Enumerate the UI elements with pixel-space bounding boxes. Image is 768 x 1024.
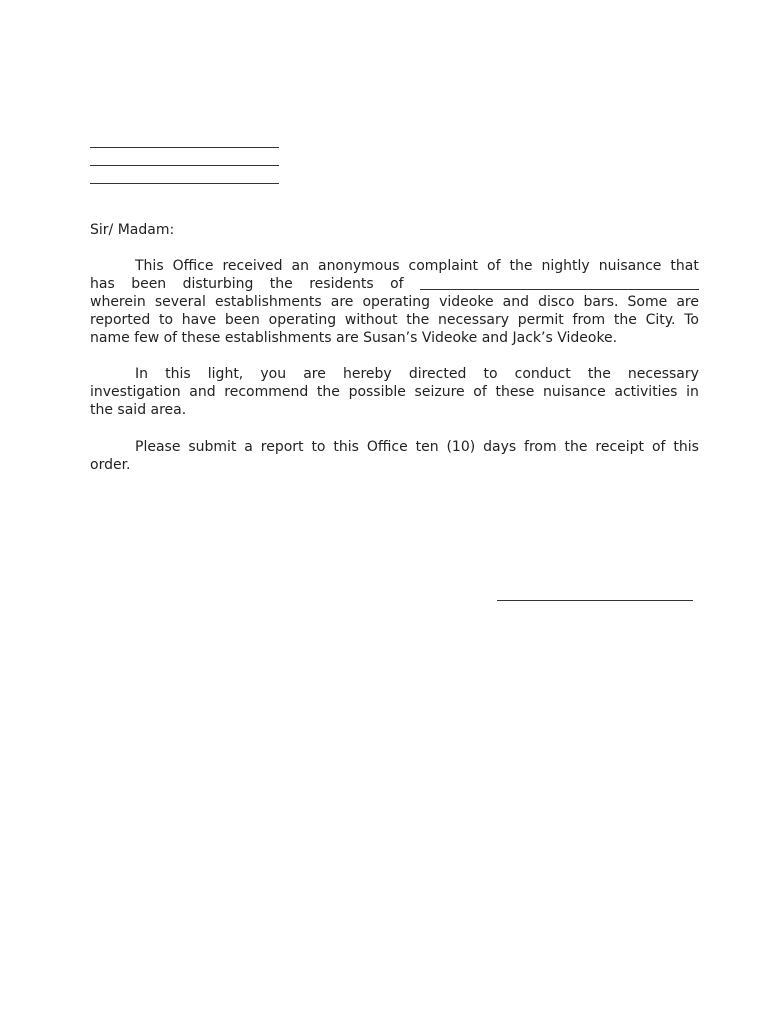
- word: from: [572, 312, 606, 328]
- word: of: [487, 258, 501, 274]
- word: have: [181, 312, 217, 328]
- word: operating: [362, 294, 431, 310]
- word: possible: [348, 384, 406, 400]
- word: (10): [446, 439, 476, 455]
- word: this: [673, 439, 699, 455]
- word: activities: [614, 384, 678, 400]
- word: are: [330, 294, 354, 310]
- word: a: [244, 439, 253, 455]
- word: the: [564, 439, 588, 455]
- paragraph-2: [90, 365, 699, 419]
- word: the: [316, 384, 340, 400]
- word: of: [390, 276, 404, 292]
- word: been: [224, 312, 260, 328]
- word: disco: [538, 294, 575, 310]
- word: report: [260, 439, 304, 455]
- word: directed: [408, 366, 467, 382]
- word: are: [303, 366, 326, 382]
- paragraph-1: [90, 257, 699, 347]
- word: to: [311, 439, 326, 455]
- paragraph-3: [90, 438, 699, 474]
- word: disturbing: [182, 276, 254, 292]
- word: these: [495, 384, 535, 400]
- word: to: [159, 312, 174, 328]
- word: This: [135, 258, 164, 274]
- paragraph-1-line-3: [90, 293, 699, 311]
- word: recommend: [224, 384, 309, 400]
- word: that: [670, 258, 699, 274]
- paragraph-2-line-2: [90, 383, 699, 401]
- paragraph-1-line-5: name few of these establishments are Susan’s Videoke and Jack’s Videoke.: [90, 330, 618, 346]
- word: operating: [268, 312, 337, 328]
- word: ten: [415, 439, 439, 455]
- word: nuisance: [598, 258, 662, 274]
- word: complaint: [408, 258, 479, 274]
- word: in: [686, 384, 699, 400]
- word: videoke: [439, 294, 494, 310]
- word: the: [269, 276, 293, 292]
- word: an: [291, 258, 309, 274]
- paragraph-3-line-1: [90, 438, 699, 456]
- paragraph-2-line-3: the said area.: [90, 402, 187, 418]
- paragraph-2-line-1: [90, 365, 699, 383]
- word: the: [406, 312, 430, 328]
- word: Some: [627, 294, 668, 310]
- signature-blank-line: [497, 600, 693, 601]
- word: City.: [645, 312, 676, 328]
- word: submit: [188, 439, 237, 455]
- word: bars.: [583, 294, 619, 310]
- word: residents: [309, 276, 374, 292]
- word: and: [189, 384, 216, 400]
- word: you: [260, 366, 287, 382]
- addressee-blank-line-1: [90, 147, 279, 148]
- word: to: [483, 366, 498, 382]
- word: hereby: [342, 366, 392, 382]
- word: reported: [90, 312, 151, 328]
- word: are: [676, 294, 699, 310]
- word: of: [473, 384, 487, 400]
- word: seizure: [414, 384, 465, 400]
- addressee-blank-line-3: [90, 183, 279, 184]
- word: Please: [135, 439, 181, 455]
- word: permit: [517, 312, 564, 328]
- word: days: [483, 439, 517, 455]
- word: conduct: [514, 366, 571, 382]
- word: several: [154, 294, 206, 310]
- word: light,: [207, 366, 244, 382]
- paragraph-1-line-4: [90, 311, 699, 329]
- word: nuisance: [543, 384, 606, 400]
- word: To: [684, 312, 699, 328]
- word: investigation: [90, 384, 181, 400]
- word: establishments: [214, 294, 322, 310]
- word: the: [509, 258, 533, 274]
- word: the: [587, 366, 611, 382]
- word: anonymous: [317, 258, 400, 274]
- word: from: [524, 439, 557, 455]
- word: the: [613, 312, 637, 328]
- word: In: [135, 366, 149, 382]
- word: this: [165, 366, 191, 382]
- paragraph-1-line-1: [90, 257, 699, 275]
- word: necessary: [438, 312, 510, 328]
- word: this: [333, 439, 359, 455]
- word: without: [344, 312, 398, 328]
- addressee-blank-line-2: [90, 165, 279, 166]
- salutation: Sir/ Madam:: [90, 222, 175, 238]
- word: Office: [366, 439, 408, 455]
- word: and: [502, 294, 529, 310]
- word: Office: [172, 258, 214, 274]
- word: necessary: [627, 366, 699, 382]
- word: has: [90, 276, 115, 292]
- word: nightly: [541, 258, 590, 274]
- word: receipt: [595, 439, 645, 455]
- word: been: [131, 276, 167, 292]
- word: wherein: [90, 294, 146, 310]
- residents-location-blank: [420, 275, 699, 290]
- word: received: [222, 258, 283, 274]
- paragraph-1-line-2: [90, 275, 699, 293]
- paragraph-3-line-2: order.: [90, 457, 131, 473]
- word: of: [651, 439, 666, 455]
